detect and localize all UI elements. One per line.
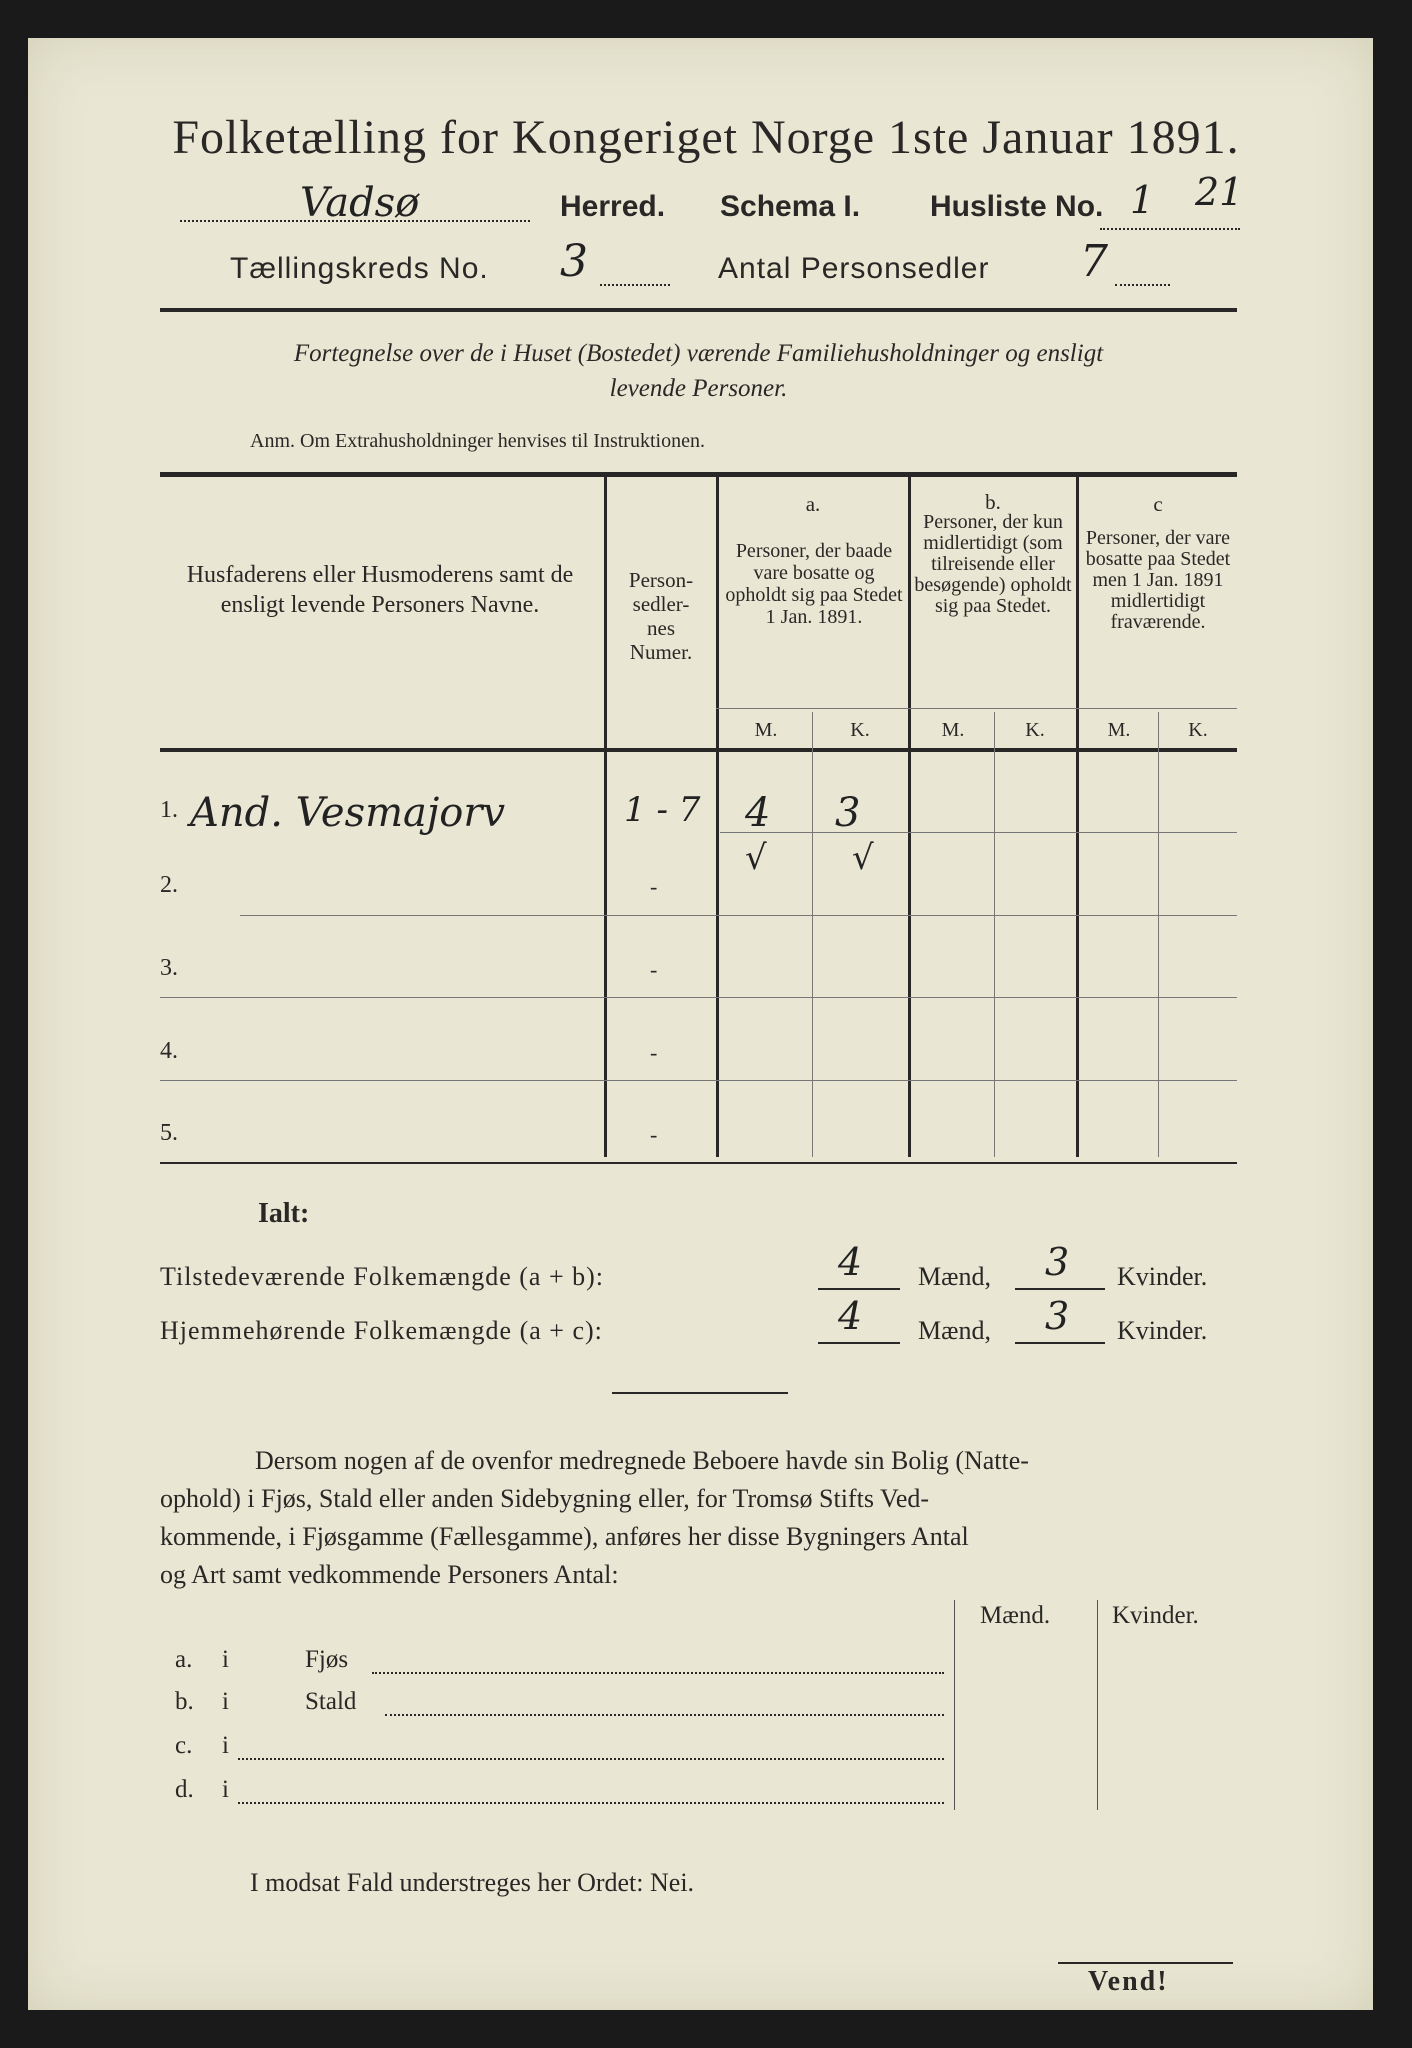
building-c-i: i [222,1732,229,1759]
row-1-numer: 1 - 7 [624,790,701,830]
hjemme-kvinder-label: Kvinder. [1117,1316,1208,1345]
buildings-divider-1 [954,1600,955,1810]
col-numer-header [608,568,714,664]
row-5-number: 5. [160,1120,178,1146]
col-numer-l2: sedler- [632,592,690,616]
hjemme-maend-value: 4 [838,1294,863,1338]
buildings-divider-2 [1097,1600,1098,1810]
col-names-header: Husfaderens eller Husmoderens samt de ensligt levende Personers Navne. [186,562,574,618]
building-a-dots [372,1670,944,1674]
col-c-text: Personer, der vare bosatte paa Stedet men 1 Jan. 1891 midlertidigt fraværende. [1085,527,1231,633]
row-2-number: 2. [160,872,178,898]
building-c-dots [238,1756,944,1760]
row-3-number: 3. [160,955,178,981]
separator-rule [612,1392,788,1394]
col-divider-3 [908,477,911,1157]
row-4-number: 4. [160,1038,178,1064]
col-c-m: M. [1107,719,1131,741]
col-b-letter: b. [985,490,1001,514]
building-d-i: i [222,1776,229,1803]
row-1-number: 1. [160,797,178,823]
herred-value: Vadsø [300,180,420,226]
tilstede-label: Tilstedeværende Folkemængde (a + b): [160,1262,604,1291]
row-3-line [160,997,1237,998]
col-divider-b-mk [994,712,995,1157]
husliste-value: 1 [1130,178,1155,222]
paragraph-line1: Dersom nogen af de ovenfor medregnede Beboere havde sin Bolig (Natte- [255,1446,1029,1475]
hjemme-kvinder-line [1015,1342,1105,1344]
herred-label: Herred. [560,190,666,223]
col-b-m: M. [941,719,965,741]
building-a-letter: a. [175,1646,193,1673]
row-1-name: And. Vesmajorv [190,790,506,836]
col-divider-2 [716,477,719,1157]
row-1-line [720,832,1237,833]
vend-label: Vend! [1088,1966,1169,1997]
col-b-text: Personer, der kun midlertidigt (som tilreisende eller besøgende) opholdt sig paa Stedet. [914,511,1072,617]
buildings-maend-header: Mænd. [980,1602,1051,1629]
row-1-a-k: 3 [835,790,861,836]
building-b-dots [385,1712,944,1716]
col-a-letter: a. [805,492,821,516]
antal-dotted-line [1115,282,1170,286]
tilstede-maend-line [818,1288,900,1290]
row-4-line [160,1080,1237,1081]
building-c-letter: c. [175,1732,193,1759]
nei-note: I modsat Fald understreges her Ordet: Nei. [250,1868,695,1897]
paragraph-line4: og Art samt vedkommende Personers Antal: [160,1560,619,1589]
husliste-label: Husliste No. [930,190,1104,223]
col-divider-a-mk [812,712,813,1157]
intro-line1: Fortegnelse over de i Huset (Bostedet) værende Familiehusholdninger og ensligt [293,340,1104,367]
col-numer-l4: Numer. [629,640,693,664]
antal-label: Antal Personsedler [718,252,990,285]
kreds-dotted-line [600,282,670,286]
row-2-numer: - [650,874,658,899]
col-numer-l3: nes [647,616,675,640]
form-title: Folketælling for Kongeriget Norge 1ste Januar 1891. [172,111,1240,164]
col-a-text: Personer, der baade vare bosatte og opholdt sig paa Stedet 1 Jan. 1891. [725,540,903,628]
col-divider-4 [1076,477,1079,1157]
col-numer-l1: Person- [628,568,694,592]
building-a-i: i [222,1646,229,1673]
hjemme-maend-line [818,1342,900,1344]
building-d-dots [238,1800,944,1804]
tilstede-maend-label: Mænd, [918,1262,991,1291]
building-b-i: i [222,1688,229,1715]
hjemme-kvinder-value: 3 [1045,1294,1070,1338]
row-2-line [240,915,1237,916]
header-rule [160,308,1237,312]
intro-line2: levende Personer. [609,375,788,402]
col-divider-1 [604,477,607,1157]
row-4-numer: - [650,1040,658,1065]
row-5-numer: - [650,1122,658,1147]
antal-value: 7 [1080,236,1108,287]
col-a-m: M. [754,719,778,741]
paragraph-line2: ophold) i Fjøs, Stald eller anden Sidebygning eller, for Tromsø Stifts Ved- [160,1484,930,1513]
building-b-name: Stald [305,1688,357,1715]
row-1-a-k-check: √ [852,838,874,878]
row-3-numer: - [650,957,658,982]
husliste-extra: 21 [1195,170,1244,214]
tilstede-kvinder-label: Kvinder. [1117,1262,1208,1291]
paragraph-line3: kommende, i Fjøsgamme (Fællesgamme), anføres her disse Bygningers Antal [160,1522,969,1551]
building-paragraph [160,1442,1237,1594]
buildings-kvinder-header: Kvinder. [1112,1602,1199,1629]
anm-note: Anm. Om Extrahusholdninger henvises til Instruktionen. [250,430,705,452]
mk-subheader-rule [716,708,1237,709]
tilstede-maend-value: 4 [838,1240,863,1284]
hjemme-maend-label: Mænd, [918,1316,991,1345]
row-1-a-m-check: √ [745,838,767,878]
col-a-k: K. [850,719,870,741]
table-bottom-rule [160,1162,1237,1164]
col-b-k: K. [1025,719,1045,741]
building-a-name: Fjøs [305,1646,349,1673]
schema-label: Schema I. [720,190,861,223]
kreds-value: 3 [560,236,588,287]
husliste-dotted-line [1100,226,1240,230]
tilstede-kvinder-line [1015,1288,1105,1290]
ialt-label: Ialt: [258,1198,310,1229]
building-d-letter: d. [175,1776,194,1803]
building-b-letter: b. [175,1688,194,1715]
col-divider-c-mk [1158,712,1159,1157]
tilstede-kvinder-value: 3 [1045,1240,1070,1284]
hjemme-label: Hjemmehørende Folkemængde (a + c): [160,1316,603,1345]
row-1-a-m: 4 [745,790,771,836]
vend-rule [1058,1962,1233,1964]
kreds-label: Tællingskreds No. [230,252,489,285]
col-c-k: K. [1188,719,1208,741]
col-c-letter: c [1153,492,1163,516]
